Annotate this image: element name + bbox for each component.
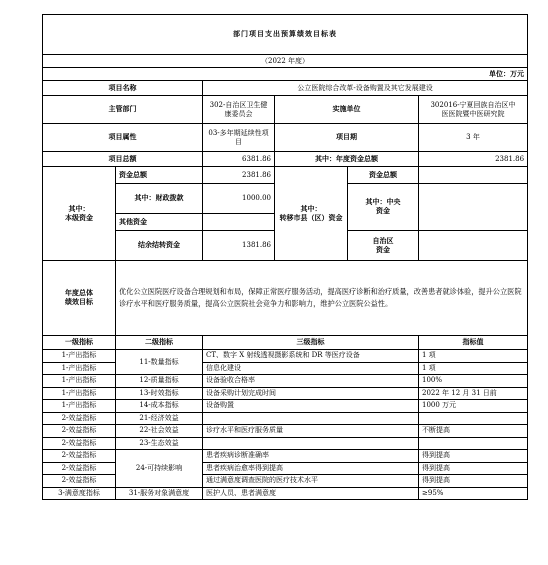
table-row: [43, 387, 528, 400]
value-cell: [419, 437, 528, 450]
other-funds-value: [203, 214, 275, 231]
header-value: 指标值: [419, 336, 528, 350]
project-name-value: 公立医院综合改革-设备购置及其它发展建设: [203, 81, 528, 96]
goal-label: 年度总体 绩效目标: [43, 261, 116, 336]
year-total-value: 2381.86: [419, 152, 528, 167]
value-cell: [419, 412, 528, 425]
impl-unit-value: 302016-宁夏回族自治区中 医医院暨中医研究院: [419, 96, 528, 124]
fiscal-label: 其中：财政拨款: [116, 184, 203, 214]
transfer-fund-total-value: [419, 167, 528, 184]
l1-cell: 2-效益指标: [43, 437, 116, 450]
l3-cell: 信息化建设: [203, 362, 419, 375]
header-l2: 二级指标: [116, 336, 203, 350]
l1-cell: 2-效益指标: [43, 425, 116, 438]
l3-cell: CT、数字 X 射线透视摄影系统和 DR 等医疗设备: [203, 350, 419, 363]
table-row: [43, 350, 528, 363]
value-cell: 2022 年 12 月 31 日前: [419, 387, 528, 400]
form-table: [42, 14, 528, 500]
level-funds-label: 其中： 本级资金: [43, 167, 116, 261]
transfer-funds-label: 其中： 转移市县（区）资金: [275, 167, 348, 261]
l1-cell: 2-效益指标: [43, 450, 116, 463]
l1-cell: 1-产出指标: [43, 362, 116, 375]
table-row: [43, 487, 528, 500]
fiscal-value: 1000.00: [203, 184, 275, 214]
l3-cell: [203, 412, 419, 425]
l3-cell: 设备采购计划完成时间: [203, 387, 419, 400]
value-cell: 1000 万元: [419, 400, 528, 413]
l2-cell: 11-数量指标: [116, 350, 203, 375]
l2-cell: 23-生态效益: [116, 437, 203, 450]
attr-label: 项目属性: [43, 124, 203, 152]
l3-cell: 患者疾病治愈率得到提高: [203, 462, 419, 475]
l2-cell: 13-时效指标: [116, 387, 203, 400]
value-cell: 得到提高: [419, 475, 528, 488]
value-cell: 得到提高: [419, 450, 528, 463]
l2-cell: 24-可持续影响: [116, 450, 203, 488]
period-label: 项目期: [275, 124, 419, 152]
autonomous-funds-label: 自治区 资金: [348, 231, 419, 261]
table-row: [43, 362, 528, 375]
central-funds-value: [419, 184, 528, 231]
impl-unit-label: 实施单位: [275, 96, 419, 124]
total-label: 项目总额: [43, 152, 203, 167]
unit-label: 单位：万元: [43, 68, 528, 81]
l2-cell: 31-服务对象满意度: [116, 487, 203, 500]
fiscal-year: （2022 年度）: [43, 55, 528, 68]
l3-cell: 设备购置: [203, 400, 419, 413]
l1-cell: 3-满意度指标: [43, 487, 116, 500]
autonomous-funds-value: [419, 231, 528, 261]
table-row: [43, 475, 528, 488]
goal-text: 优化公立医院医疗设备合理规划和布局，保障正常医疗服务活动，提高医疗诊断和治疗质量，改善患者就诊体验，提升公立医院诊疗水平和医疗服务质量，提高公立医院社会竞争力和影响力，维护公立医院公益性。: [116, 261, 528, 336]
dept-label: 主管部门: [43, 96, 203, 124]
l2-cell: 12-质量指标: [116, 375, 203, 388]
l3-cell: 设备验收合格率: [203, 375, 419, 388]
table-row: [43, 450, 528, 463]
carryover-label: 结余结转资金: [116, 231, 203, 261]
l3-cell: 通过满意度调查医院的医疗技术水平: [203, 475, 419, 488]
other-funds-label: 其他资金: [116, 214, 203, 231]
header-l1: 一级指标: [43, 336, 116, 350]
l2-cell: 22-社会效益: [116, 425, 203, 438]
carryover-value: 1381.86: [203, 231, 275, 261]
central-funds-label: 其中：中央 资金: [348, 184, 419, 231]
value-cell: 100%: [419, 375, 528, 388]
header-l3: 三级指标: [203, 336, 419, 350]
transfer-fund-total-label: 资金总额: [348, 167, 419, 184]
table-row: [43, 375, 528, 388]
dept-value: 302-自治区卫生健 康委员会: [203, 96, 275, 124]
table-row: [43, 462, 528, 475]
value-cell: 得到提高: [419, 462, 528, 475]
l3-cell: 患者疾病诊断准确率: [203, 450, 419, 463]
page-title: 部门项目支出预算绩效目标表: [43, 15, 528, 55]
period-value: 3 年: [419, 124, 528, 152]
l1-cell: 1-产出指标: [43, 375, 116, 388]
attr-value: 03-多年期延续性项 目: [203, 124, 275, 152]
value-cell: 1 项: [419, 350, 528, 363]
project-name-label: 项目名称: [43, 81, 203, 96]
l2-cell: 14-成本指标: [116, 400, 203, 413]
l3-cell: [203, 437, 419, 450]
fund-total-value: 2381.86: [203, 167, 275, 184]
l1-cell: 1-产出指标: [43, 350, 116, 363]
total-value: 6381.86: [203, 152, 275, 167]
l1-cell: 2-效益指标: [43, 412, 116, 425]
table-row: [43, 400, 528, 413]
l1-cell: 2-效益指标: [43, 475, 116, 488]
l1-cell: 2-效益指标: [43, 462, 116, 475]
table-row: [43, 425, 528, 438]
l1-cell: 1-产出指标: [43, 387, 116, 400]
l3-cell: 诊疗水平和医疗服务质量: [203, 425, 419, 438]
l1-cell: 1-产出指标: [43, 400, 116, 413]
fund-total-label: 资金总额: [116, 167, 203, 184]
value-cell: 1 项: [419, 362, 528, 375]
l3-cell: 医护人员、患者满意度: [203, 487, 419, 500]
value-cell: 不断提高: [419, 425, 528, 438]
table-row: [43, 437, 528, 450]
year-total-label: 其中：年度资金总额: [275, 152, 419, 167]
table-row: [43, 412, 528, 425]
value-cell: ≥95%: [419, 487, 528, 500]
l2-cell: 21-经济效益: [116, 412, 203, 425]
